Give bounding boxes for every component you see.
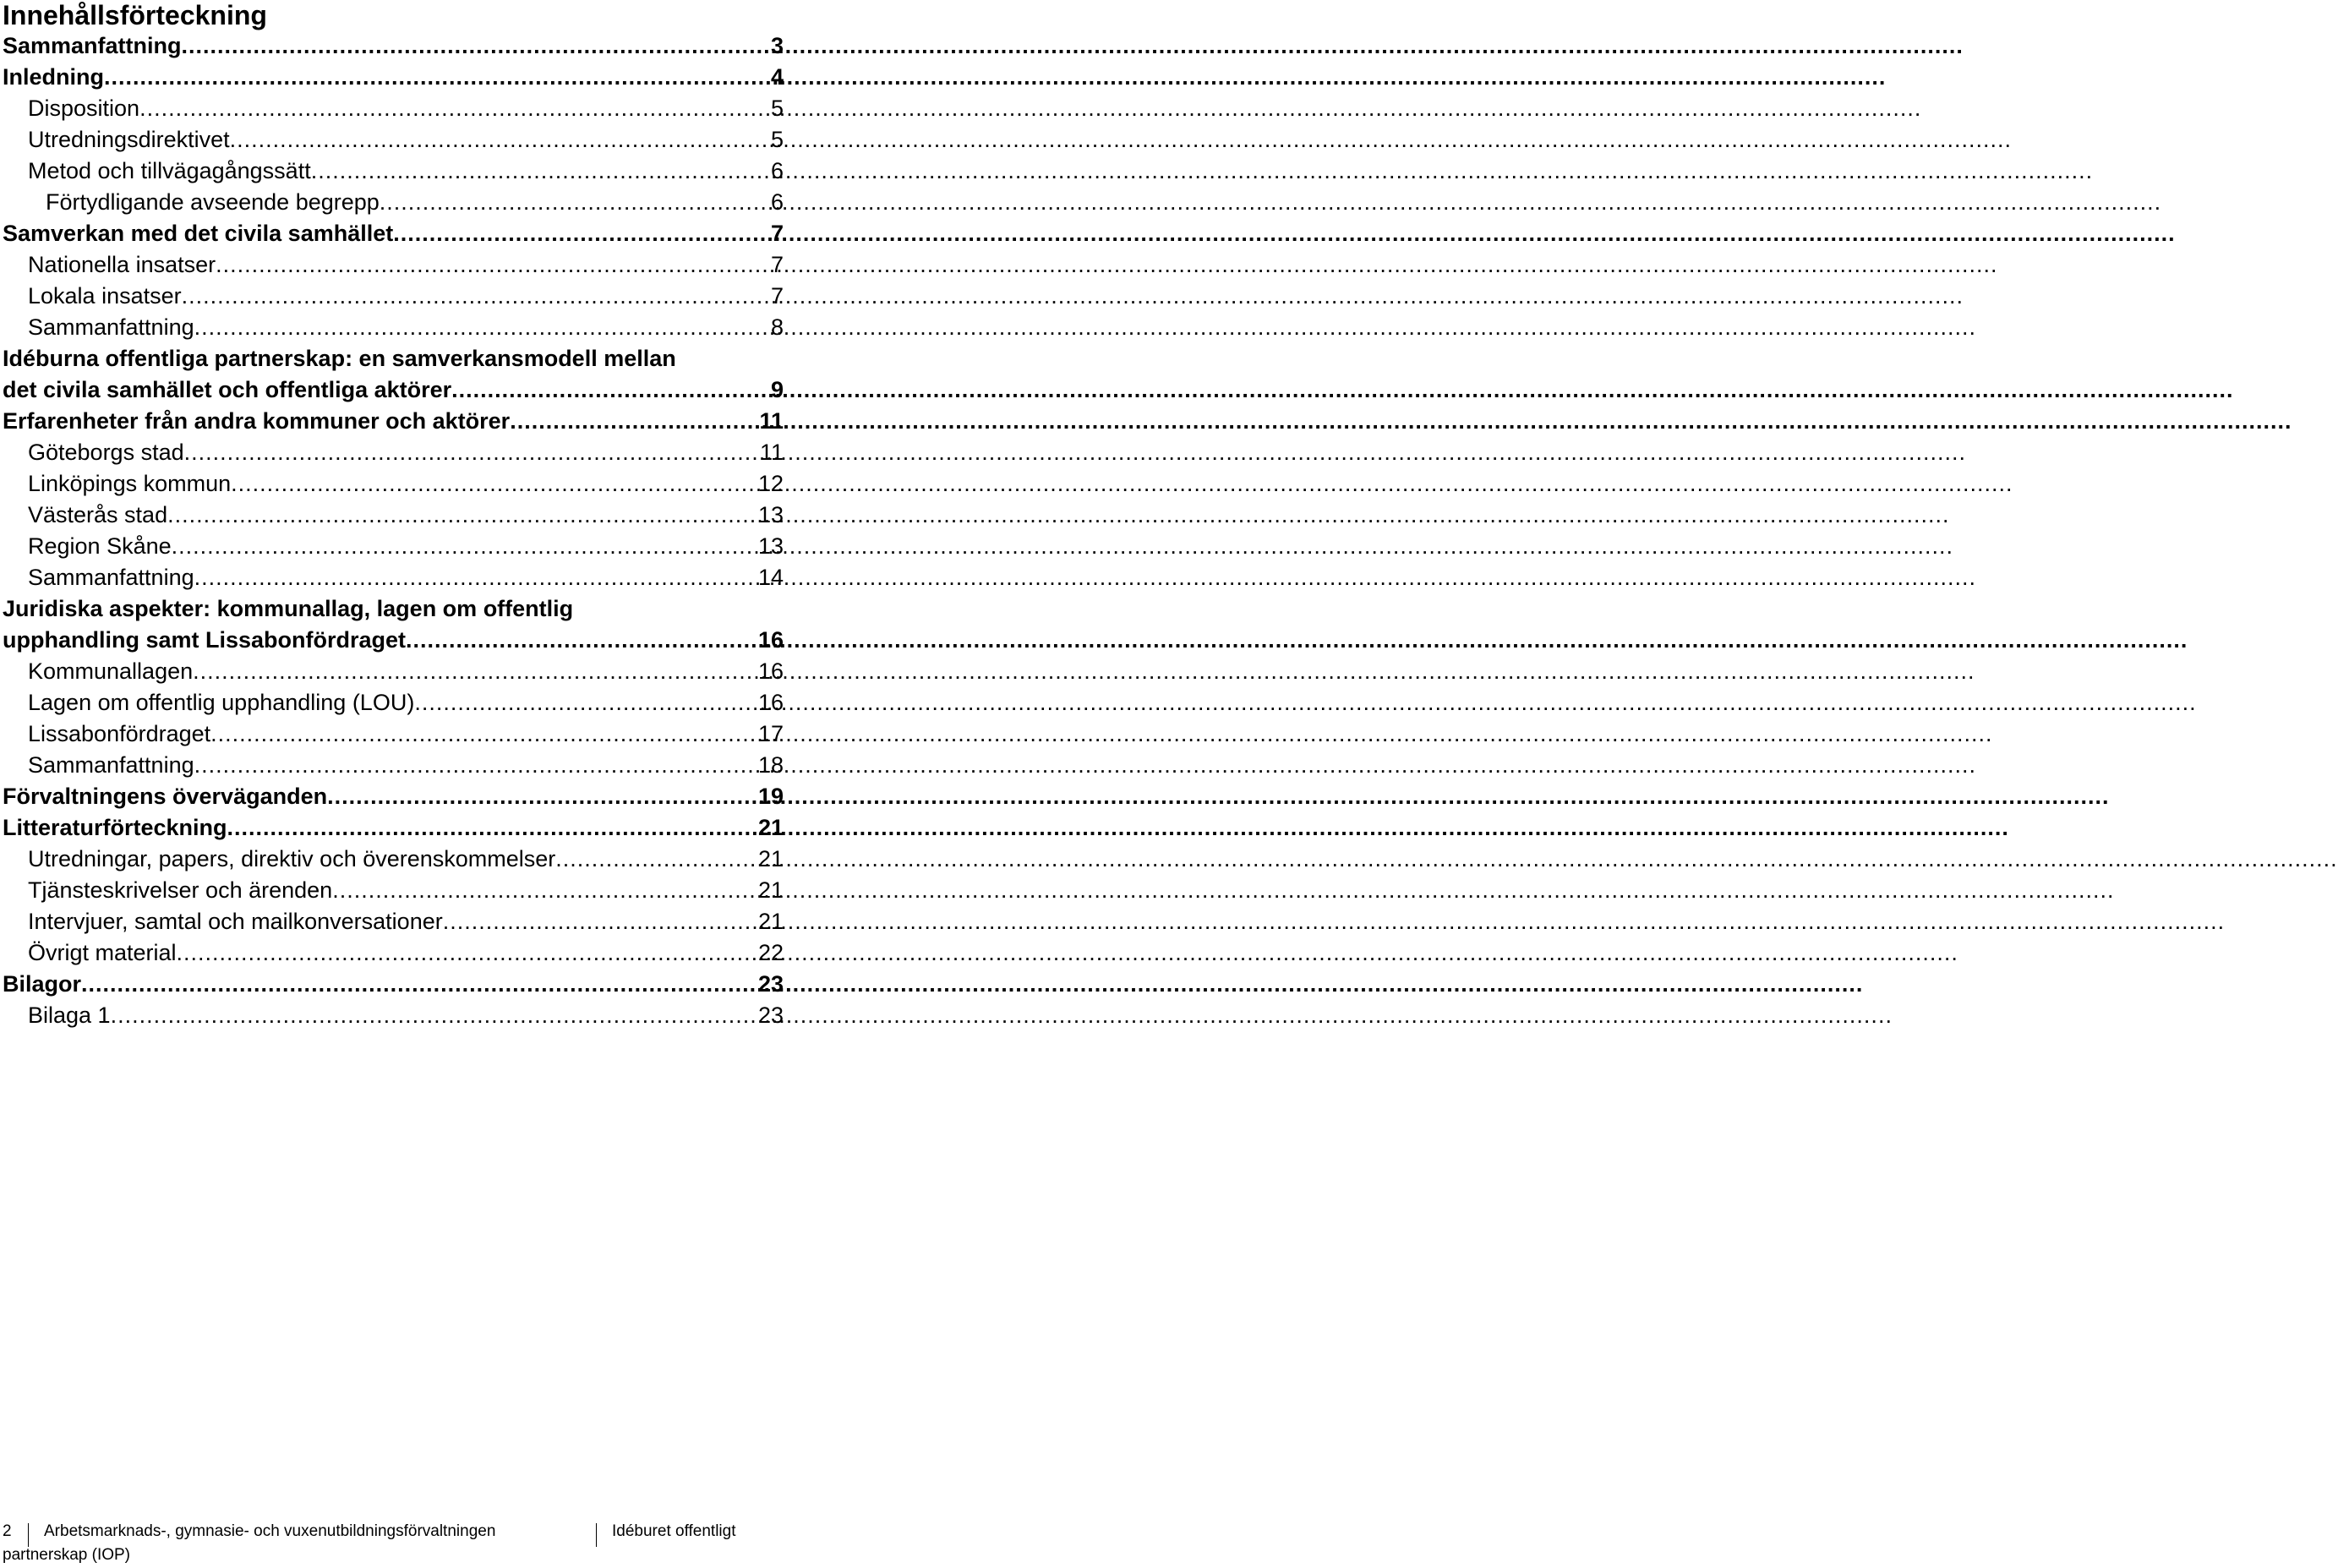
toc-entry-page-number: 16: [757, 627, 784, 653]
toc-entry-page-number: 21: [757, 846, 784, 871]
toc-dot-leader: [167, 500, 757, 531]
toc-entry-label: Förvaltningens överväganden: [3, 784, 328, 809]
toc-dot-leader: [451, 374, 769, 406]
toc-entry-label: Sammanfattning: [28, 752, 194, 778]
toc-entry-label: Sammanfattning: [3, 33, 182, 58]
toc-dot-leader: [332, 875, 757, 906]
toc-entry-label-line1: Idéburna offentliga partnerskap: en samverkansmodell mellan: [3, 346, 676, 371]
toc-entry[interactable]: [0, 218, 811, 249]
toc-dot-leader: [393, 218, 769, 249]
toc-entry-label: Lissabonfördraget: [28, 721, 211, 746]
toc-entry-label: det civila samhället och offentliga aktörer: [3, 377, 452, 402]
toc-entry[interactable]: [0, 844, 811, 875]
toc-entry[interactable]: [0, 687, 811, 718]
toc-entry-label: Litteraturförteckning: [3, 815, 227, 840]
toc-entry[interactable]: [0, 781, 811, 812]
toc-dot-leader: [182, 30, 769, 62]
toc-entry-label: Lagen om offentlig upphandling (LOU): [28, 690, 415, 715]
toc-dot-leader: [230, 124, 769, 156]
toc-entry[interactable]: [0, 93, 811, 124]
toc-entry-page-number: 18: [757, 752, 784, 778]
toc-dot-leader: [327, 781, 757, 812]
toc-entry-page-number: 7: [770, 221, 784, 246]
footer-department: Arbetsmarknads-, gymnasie- och vuxenutbildningsförvaltningen: [44, 1522, 496, 1540]
toc-dot-leader: [555, 844, 757, 875]
toc-entry-page-number: 6: [770, 189, 784, 215]
toc-entry-label: Kommunallagen: [28, 658, 194, 684]
toc-entry-label: Bilagor: [3, 971, 82, 997]
toc-entry[interactable]: [0, 718, 811, 750]
footer-page-number: 2: [3, 1522, 12, 1540]
toc-entry-label: Bilaga 1: [28, 1003, 111, 1028]
toc-dot-leader: [231, 468, 757, 500]
toc-entry-page-number: 4: [770, 64, 784, 90]
toc-entry-page-number: 19: [757, 784, 784, 809]
toc-entry[interactable]: [0, 531, 811, 562]
toc-entry[interactable]: [0, 969, 811, 1000]
toc-entry-page-number: 5: [770, 96, 784, 121]
toc-entry-page-number: 23: [757, 971, 784, 997]
toc-entry-page-number: 16: [757, 690, 784, 715]
toc-entry-page-number: 11: [759, 408, 784, 434]
toc-entry[interactable]: [0, 312, 811, 343]
toc-heading: Innehållsförteckning: [3, 0, 267, 30]
toc-entry-label: Lokala insatser: [28, 283, 182, 309]
toc-entry[interactable]: [0, 562, 811, 593]
toc-entry-page-number: 21: [757, 909, 784, 934]
document-page: [0, 0, 811, 1568]
toc-entry-label: Utredningar, papers, direktiv och överenskommelser: [28, 846, 556, 871]
toc-dot-leader: [380, 187, 769, 218]
toc-dot-leader: [139, 93, 769, 124]
toc-dot-leader: [194, 312, 769, 343]
toc-entry-label: Göteborgs stad: [28, 440, 184, 465]
toc-entry[interactable]: [0, 62, 811, 93]
footer-document-title: Idéburet offentligt partnerskap (IOP): [3, 1522, 736, 1564]
toc-entry-label: Linköpings kommun: [28, 471, 232, 496]
toc-entry[interactable]: [0, 656, 811, 687]
toc-dot-leader: [210, 718, 757, 750]
toc-dot-leader: [311, 156, 769, 187]
toc-entry-label: Förtydligande avseende begrepp: [46, 189, 380, 215]
toc-entry-page-number: 7: [770, 283, 784, 309]
toc-entry-label: Tjänsteskrivelser och ärenden: [28, 877, 333, 903]
toc-entry-page-number: 14: [757, 565, 784, 590]
toc-entry-page-number: 16: [757, 658, 784, 684]
toc-dot-leader: [193, 656, 757, 687]
toc-entry[interactable]: [0, 906, 811, 937]
toc-dot-leader: [194, 750, 757, 781]
toc-dot-leader: [510, 406, 757, 437]
toc-entry[interactable]: [0, 343, 811, 406]
toc-entry[interactable]: [0, 500, 811, 531]
toc-dot-leader: [81, 969, 757, 1000]
toc-entry-page-number: 3: [770, 33, 784, 58]
toc-dot-leader: [406, 625, 757, 656]
toc-entry-label: upphandling samt Lissabonfördraget: [3, 627, 407, 653]
toc-entry[interactable]: [0, 30, 811, 62]
toc-entry-label: Metod och tillvägagångssätt: [28, 158, 311, 183]
toc-entry-page-number: 11: [759, 440, 784, 465]
toc-entry[interactable]: [0, 750, 811, 781]
toc-entry-page-number: 23: [757, 1003, 784, 1028]
toc-entry-page-number: 5: [770, 127, 784, 152]
toc-entry-page-number: 9: [770, 377, 784, 402]
toc-dot-leader: [111, 1000, 757, 1031]
toc-dot-leader: [227, 812, 757, 844]
toc-entry-label: Intervjuer, samtal och mailkonversationer: [28, 909, 443, 934]
toc-dot-leader: [182, 281, 769, 312]
toc-entry-page-number: 13: [757, 502, 784, 527]
toc-entry[interactable]: [0, 187, 811, 218]
toc-dot-leader: [216, 249, 769, 281]
toc-dot-leader: [194, 562, 757, 593]
toc-entry-page-number: 21: [757, 815, 784, 840]
toc-entry-label: Utredningsdirektivet: [28, 127, 230, 152]
toc-entry[interactable]: [0, 1000, 811, 1031]
toc-entry[interactable]: [0, 437, 811, 468]
toc-entry[interactable]: [0, 124, 811, 156]
toc-entry-page-number: 17: [757, 721, 784, 746]
toc-dot-leader: [184, 437, 758, 468]
toc-dot-leader: [414, 687, 757, 718]
toc-entry[interactable]: [0, 937, 811, 969]
toc-dot-leader: [172, 531, 757, 562]
toc-entry-page-number: 8: [770, 314, 784, 340]
toc-dot-leader: [443, 906, 757, 937]
toc-entry[interactable]: [0, 281, 811, 312]
toc-entry-page-number: 12: [757, 471, 784, 496]
toc-entry-page-number: 21: [757, 877, 784, 903]
toc-dot-leader: [104, 62, 769, 93]
toc-entry[interactable]: [0, 406, 811, 437]
toc-entry-page-number: 13: [757, 533, 784, 559]
toc-entry[interactable]: [0, 812, 811, 844]
toc-entry-label: Sammanfattning: [28, 565, 194, 590]
toc-entry[interactable]: [0, 875, 811, 906]
toc-entry-label: Sammanfattning: [28, 314, 194, 340]
toc-entry-label: Övrigt material: [28, 940, 177, 965]
toc-entry[interactable]: [0, 468, 811, 500]
toc-entry-label: Disposition: [28, 96, 140, 121]
toc-entry-label: Västerås stad: [28, 502, 168, 527]
toc-entry-label: Erfarenheter från andra kommuner och aktörer: [3, 408, 511, 434]
toc-entry-page-number: 7: [770, 252, 784, 277]
toc-entry-page-number: 6: [770, 158, 784, 183]
toc-entry[interactable]: [0, 156, 811, 187]
toc-entry-label: Samverkan med det civila samhället: [3, 221, 394, 246]
toc-entry-page-number: 22: [757, 940, 784, 965]
page-footer: [0, 1518, 811, 1568]
toc-entry[interactable]: [0, 593, 811, 656]
toc-entry-label: Inledning: [3, 64, 104, 90]
toc-entry-label: Region Skåne: [28, 533, 172, 559]
toc-entry-label: Nationella insatser: [28, 252, 216, 277]
toc-dot-leader: [177, 937, 757, 969]
table-of-contents: [0, 30, 811, 1031]
toc-entry-label-line1: Juridiska aspekter: kommunallag, lagen om offentlig: [3, 596, 574, 621]
toc-entry[interactable]: [0, 249, 811, 281]
